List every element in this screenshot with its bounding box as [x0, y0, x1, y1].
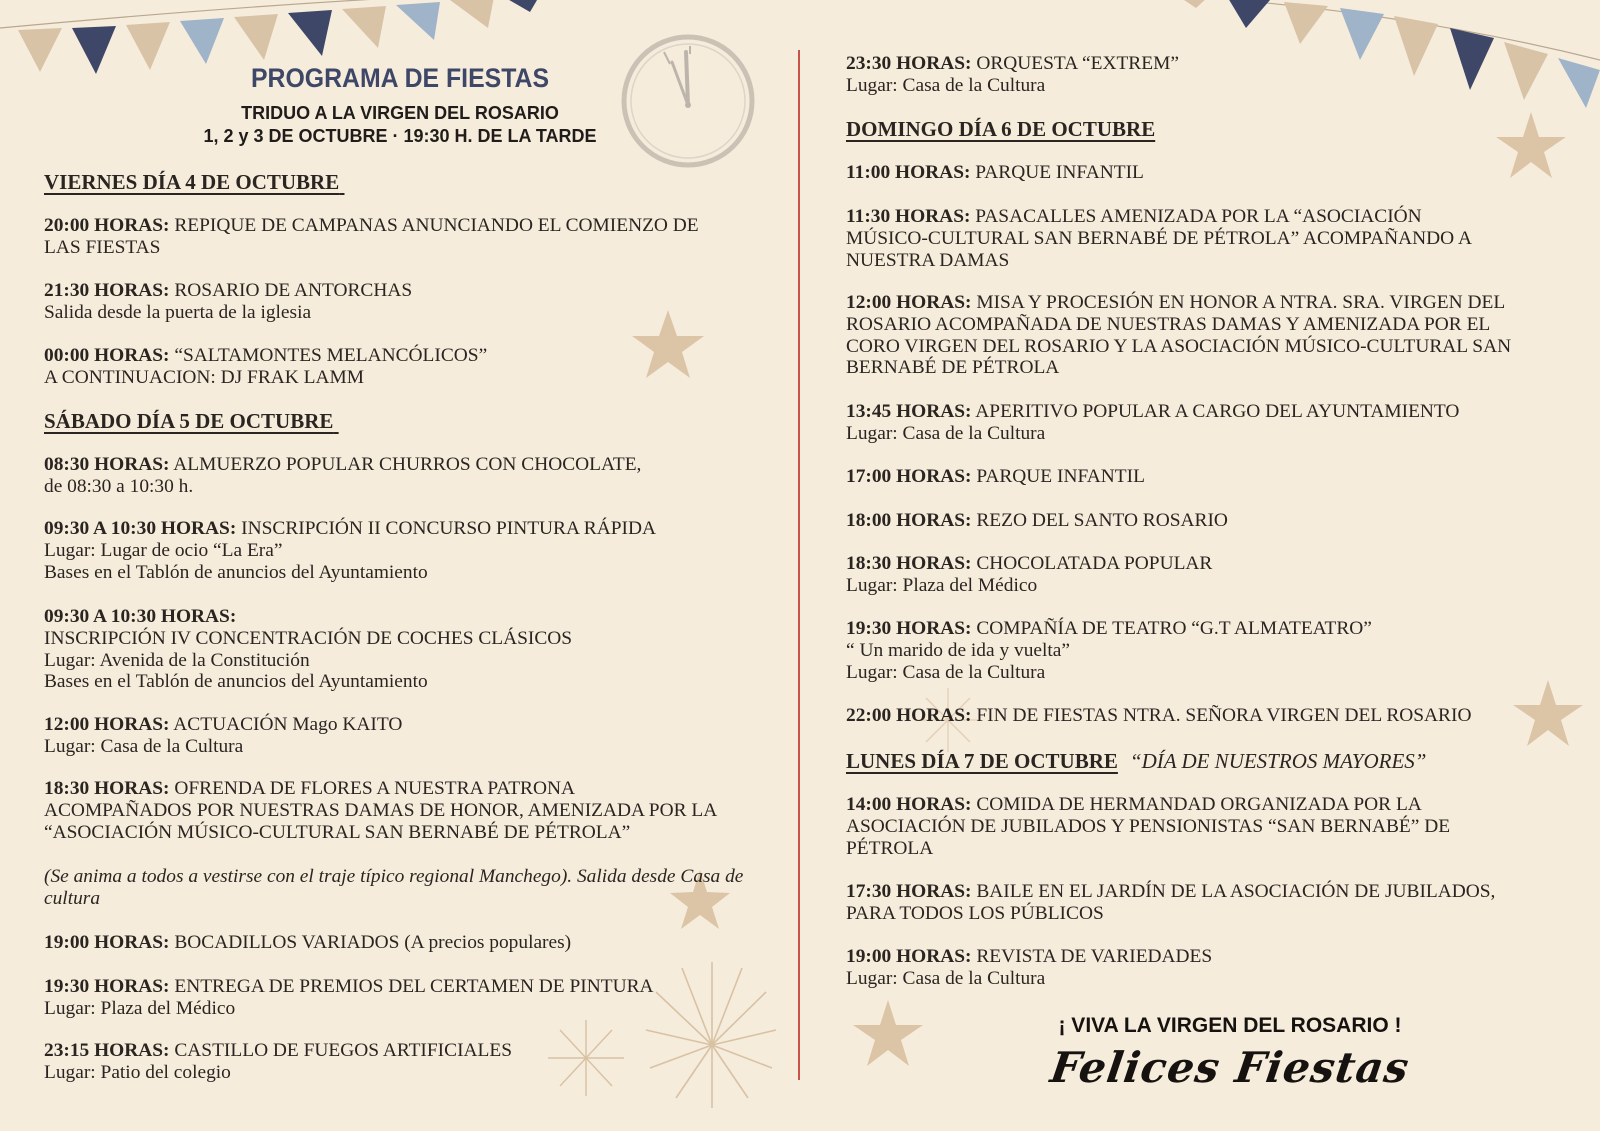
event-item: 23:15 HORAS: CASTILLO DE FUEGOS ARTIFICIALES Lugar: Patio del colegio	[44, 1040, 512, 1083]
event-item: 21:30 HORAS: ROSARIO DE ANTORCHAS Salida desde la puerta de la iglesia	[44, 280, 413, 323]
event-item: 08:30 HORAS: ALMUERZO POPULAR CHURROS CON CHOCOLATE, de 08:30 a 10:30 h.	[44, 454, 642, 497]
event-item: 18:30 HORAS: OFRENDA DE FLORES A NUESTRA PATRONA ACOMPAÑADOS POR NUESTRAS DAMAS DE HONOR, AMENIZADA POR LA “ASOCIACIÓN MÚSICO-CULTURAL SAN BERNABÉ DE PÉTROLA”	[44, 778, 718, 843]
event-item: 19:30 HORAS: ENTREGA DE PREMIOS DEL CERTAMEN DE PINTURA Lugar: Plaza del Médico	[44, 976, 654, 1019]
event-item: 20:00 HORAS: REPIQUE DE CAMPANAS ANUNCIANDO EL COMIENZO DE LAS FIESTAS	[44, 215, 699, 258]
header-subtitle: TRIDUO A LA VIRGEN DEL ROSARIO	[241, 103, 559, 123]
event-note: (Se anima a todos a vestirse con el traje típico regional Manchego). Salida desde Casa de cultura	[44, 866, 744, 909]
event-item: 18:00 HORAS: REZO DEL SANTO ROSARIO	[846, 510, 1228, 531]
event-item: 19:30 HORAS: COMPAÑÍA DE TEATRO “G.T ALMATEATRO” “ Un marido de ida y vuelta” Lugar: Casa de la Cultura	[846, 618, 1372, 683]
event-item: 00:00 HORAS: “SALTAMONTES MELANCÓLICOS” A CONTINUACION: DJ FRAK LAMM	[44, 345, 488, 388]
event-item: 14:00 HORAS: COMIDA DE HERMANDAD ORGANIZADA POR LA ASOCIACIÓN DE JUBILADOS Y PENSIONISTAS “SAN BERNABÉ” DE PÉTROLA	[846, 794, 1451, 859]
closing-cheer: ¡ VIVA LA VIRGEN DEL ROSARIO !	[1058, 1014, 1402, 1037]
event-item: 13:45 HORAS: APERITIVO POPULAR A CARGO DEL AYUNTAMIENTO Lugar: Casa de la Cultura	[846, 401, 1460, 444]
event-item: 19:00 HORAS: REVISTA DE VARIEDADES Lugar: Casa de la Cultura	[846, 946, 1213, 989]
day-heading-lunes: LUNES DÍA 7 DE OCTUBRE “DÍA DE NUESTROS MAYORES”	[846, 749, 1427, 773]
column-divider	[798, 50, 800, 1080]
event-item: 19:00 HORAS: BOCADILLOS VARIADOS (A precios populares)	[44, 932, 572, 953]
page-title: PROGRAMA DE FIESTAS	[250, 63, 550, 93]
day-heading-sabado: SÁBADO DÍA 5 DE OCTUBRE	[44, 409, 334, 433]
event-item: 12:00 HORAS: MISA Y PROCESIÓN EN HONOR A NTRA. SRA. VIRGEN DEL ROSARIO ACOMPAÑADA DE NUESTRAS DAMAS Y AMENIZADA POR EL CORO VIRGEN DEL ROSARIO Y LA ASOCIACIÓN MÚSICO-CULTURAL SAN BERNABÉ DE PÉTROLA	[846, 292, 1512, 379]
star-icon	[853, 1000, 923, 1066]
event-item: 11:00 HORAS: PARQUE INFANTIL	[846, 162, 1144, 183]
event-item: 22:00 HORAS: FIN DE FIESTAS NTRA. SEÑORA VIRGEN DEL ROSARIO	[846, 705, 1472, 726]
event-item: 12:00 HORAS: ACTUACIÓN Mago KAITO Lugar: Casa de la Cultura	[44, 714, 403, 757]
event-item: 09:30 A 10:30 HORAS: INSCRIPCIÓN II CONCURSO PINTURA RÁPIDA Lugar: Lugar de ocio “La Era” Bases en el Tablón de anuncios del Ayuntamiento	[44, 518, 656, 583]
closing-greeting: Felices Fiestas	[1047, 1043, 1413, 1092]
event-item: 09:30 A 10:30 HORAS: INSCRIPCIÓN IV CONCENTRACIÓN DE COCHES CLÁSICOS Lugar: Avenida de la Constitución Bases en el Tablón de anuncios del Ayuntamiento	[44, 606, 573, 693]
day-heading-domingo: DOMINGO DÍA 6 DE OCTUBRE	[846, 117, 1156, 141]
event-item: 11:30 HORAS: PASACALLES AMENIZADA POR LA “ASOCIACIÓN MÚSICO-CULTURAL SAN BERNABÉ DE PÉTROLA” ACOMPAÑANDO A NUESTRA DAMAS	[846, 206, 1472, 271]
event-item: 18:30 HORAS: CHOCOLATADA POPULAR Lugar: Plaza del Médico	[846, 553, 1213, 596]
day-tag: “DÍA DE NUESTROS MAYORES”	[1129, 749, 1427, 773]
event-item: 17:30 HORAS: BAILE EN EL JARDÍN DE LA ASOCIACIÓN DE JUBILADOS, PARA TODOS LOS PÚBLICOS	[846, 881, 1496, 924]
header-dates: 1, 2 y 3 DE OCTUBRE · 19:30 H. DE LA TARDE	[203, 126, 597, 146]
event-item: 17:00 HORAS: PARQUE INFANTIL	[846, 466, 1145, 487]
event-item: 23:30 HORAS: ORQUESTA “EXTREM” Lugar: Casa de la Cultura	[846, 53, 1179, 96]
day-heading-viernes: VIERNES DÍA 4 DE OCTUBRE	[44, 170, 340, 194]
